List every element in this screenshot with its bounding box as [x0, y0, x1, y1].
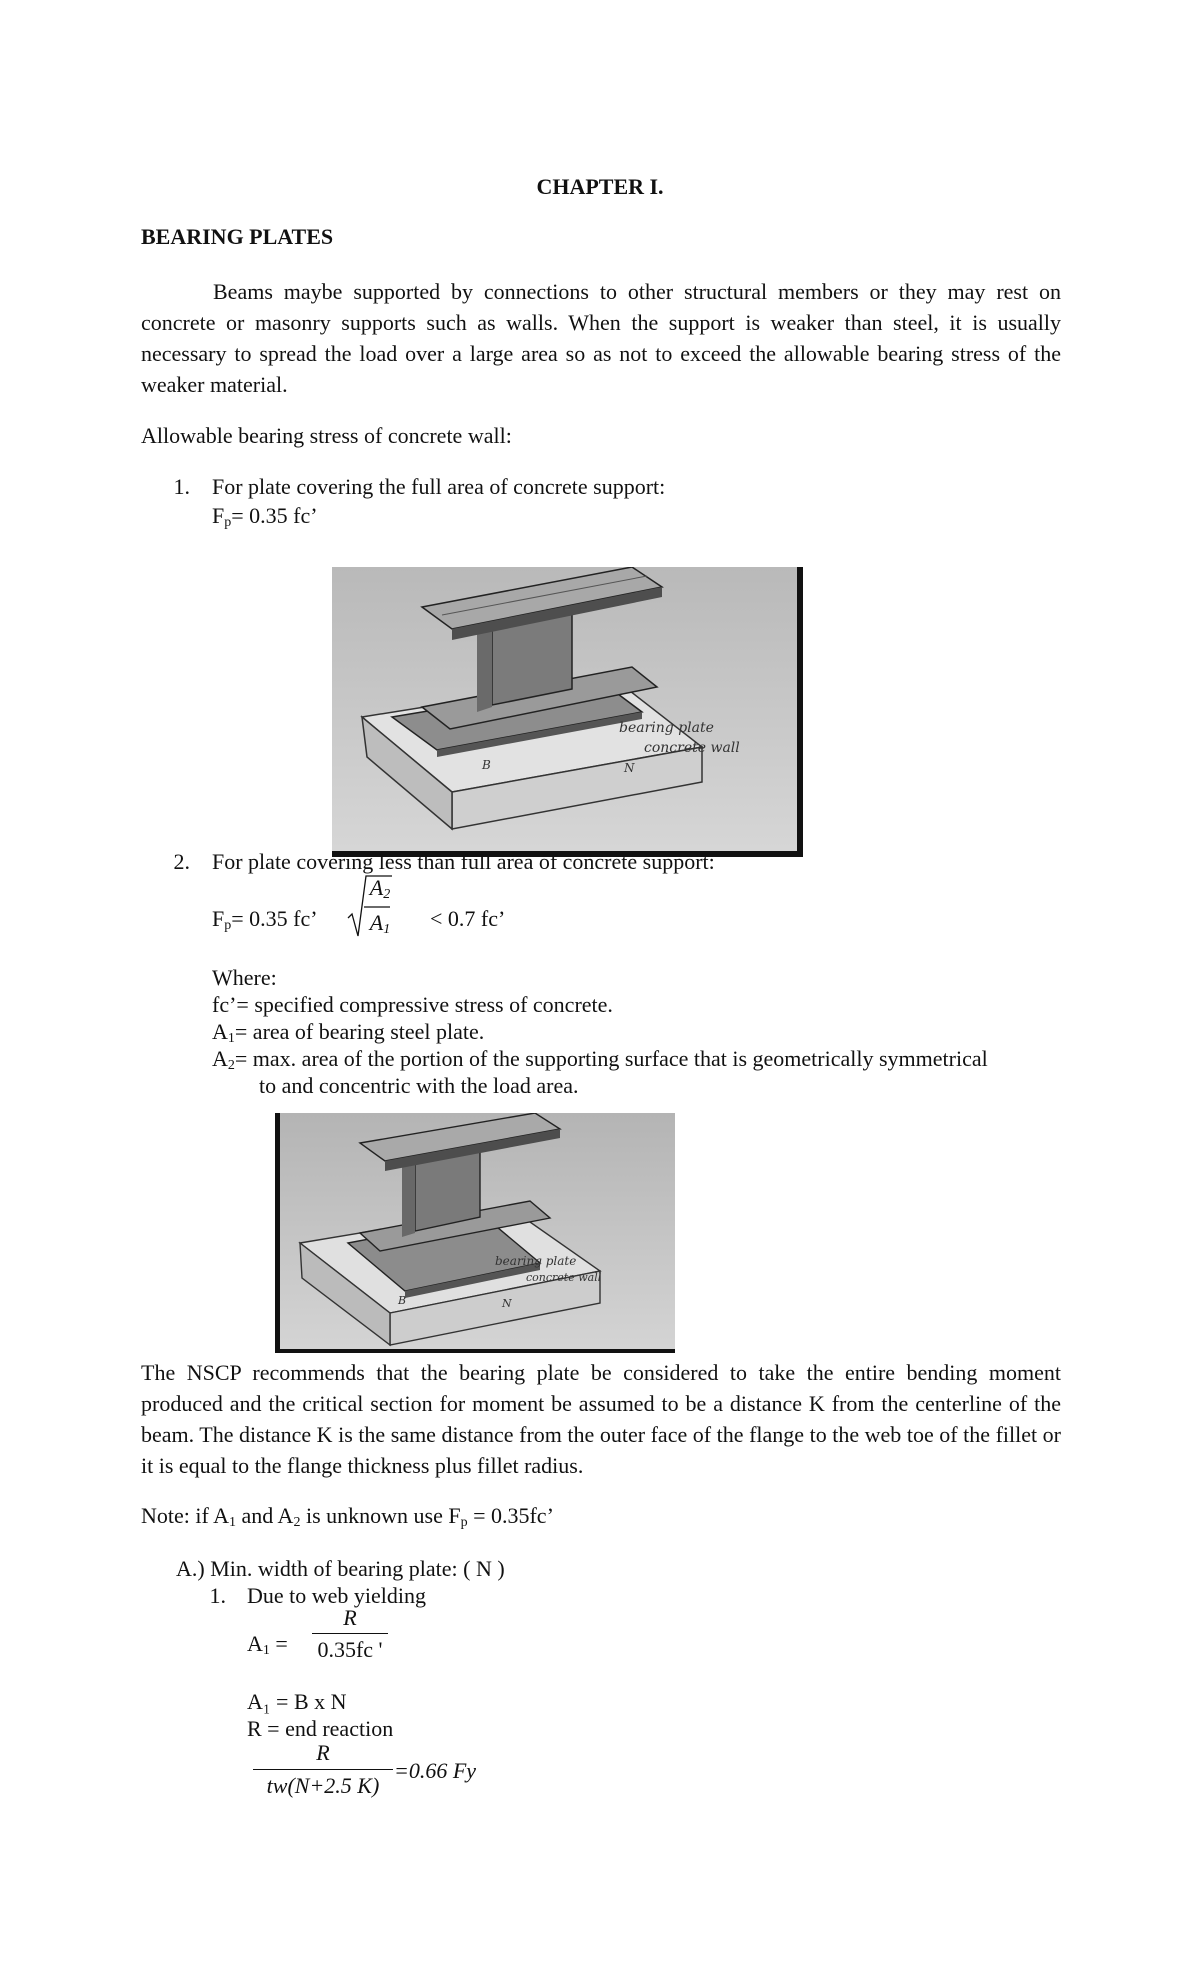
chapter-title: CHAPTER I.: [536, 174, 664, 199]
a1-frac-line: [312, 1633, 388, 1634]
note-line: [141, 1500, 554, 1531]
item1-text: For plate covering the full area of concrete support:: [212, 474, 666, 499]
item2-formula-mid: = 0.35 fc’: [231, 906, 318, 931]
item2-frac-num: [366, 874, 394, 902]
item2-text: For plate covering less than full area of concrete support:: [212, 849, 715, 874]
section-a-sub1-number: 1.: [209, 1583, 226, 1608]
figure1-label-b: B: [482, 758, 491, 772]
wy-rhs: =0.66 Fy: [394, 1758, 477, 1783]
frac-den-a: A: [369, 910, 384, 935]
where-fc: fc’= specified compressive stress of concrete.: [212, 992, 613, 1017]
note-sub3: p: [460, 1515, 468, 1530]
figure1-label-plate: bearing plate: [619, 720, 714, 736]
wy-frac-den: tw(N+2.5 K): [266, 1773, 380, 1798]
figure1-label-n: N: [624, 761, 635, 775]
figure2-label-n: N: [502, 1297, 512, 1310]
a1-lhs-eq: =: [269, 1631, 288, 1656]
wy-frac-num: R: [316, 1740, 330, 1765]
a1-eq-bn: A₁ = B x N: [247, 1689, 347, 1714]
frac-num-a: A: [369, 875, 384, 900]
item1-formula-rhs: = 0.35 fc’: [231, 503, 318, 528]
section-a-sub1-text: Due to web yielding: [247, 1583, 427, 1608]
intro-text: Beams maybe supported by connections to other structural members or they may rest on concrete or masonry supports such as walls. When the support is weaker than steel, it is usually necessary to spread the load over a large area so as not to exceed the allowable bearing stress of the weaker material.: [141, 279, 1061, 397]
note-pre: Note: if A: [141, 1503, 229, 1528]
frac-den-sub: 1: [383, 922, 391, 937]
where-a2-text: = max. area of the portion of the supporting surface that is geometrically symmetrical: [234, 1046, 988, 1071]
item2-formula-f: F: [212, 906, 225, 931]
nscp-paragraph: The NSCP recommends that the bearing plate be considered to take the entire bending moment produced and the critical section for moment be assumed to be a distance K from the centerline of the beam. The distance K is the same distance from the outer face of the flange to the web toe of the fillet or it is equal to the flange thickness plus fillet radius.: [141, 1360, 1061, 1478]
a1-lhs: [247, 1628, 288, 1659]
where-a2-sym: A: [212, 1046, 228, 1071]
item2-formula-rhs: < 0.7 fc’: [430, 906, 506, 931]
item2-frac-den: [366, 909, 394, 937]
figure1-label-wall: concrete wall: [644, 740, 740, 756]
note-mid: and A: [236, 1503, 294, 1528]
a1-lhs-sym: A: [247, 1631, 263, 1656]
note-sub1: 1: [229, 1515, 236, 1530]
section-a-title: A.) Min. width of bearing plate: ( N ): [176, 1556, 505, 1581]
a1-frac-den: 0.35fc ': [317, 1637, 383, 1662]
note-sub2: 2: [293, 1515, 301, 1530]
item1-formula: [212, 500, 318, 531]
where-a1-text: = area of bearing steel plate.: [234, 1019, 485, 1044]
figure-bearing-plate-full: [332, 567, 803, 857]
figure2-label-wall: concrete wall: [526, 1271, 602, 1284]
figure2-label-b: B: [398, 1294, 407, 1307]
item1-formula-sub: p: [224, 515, 232, 530]
a1-lhs-sub: 1: [262, 1643, 270, 1658]
where-a1-sub: 1: [227, 1031, 235, 1046]
section-title: BEARING PLATES: [141, 224, 334, 249]
where-title: Where:: [212, 965, 277, 990]
item1-number: 1.: [173, 474, 190, 499]
wy-frac-line: [253, 1769, 393, 1770]
beam-illustration-1: [332, 567, 797, 851]
where-a2-cont: to and concentric with the load area.: [259, 1073, 579, 1098]
note-post: = 0.35fc’: [467, 1503, 554, 1528]
a1-frac-num: R: [343, 1605, 357, 1630]
item1-formula-f: F: [212, 503, 225, 528]
r-definition: R = end reaction: [247, 1716, 394, 1741]
item2-formula-lhs: [212, 903, 318, 934]
figure-bearing-plate-partial: [275, 1113, 675, 1353]
where-a2-sub: 2: [227, 1058, 235, 1073]
frac-num-sub: 2: [383, 887, 391, 902]
allowable-heading: Allowable bearing stress of concrete wall:: [141, 423, 512, 448]
item2-formula-sub: p: [224, 918, 232, 933]
figure2-label-plate: bearing plate: [495, 1254, 577, 1268]
where-a1-sym: A: [212, 1019, 228, 1044]
item2-number: 2.: [173, 849, 190, 874]
note-mid2: is unknown use F: [300, 1503, 461, 1528]
beam-illustration-2: [280, 1113, 675, 1349]
intro-paragraph: [141, 276, 1061, 400]
